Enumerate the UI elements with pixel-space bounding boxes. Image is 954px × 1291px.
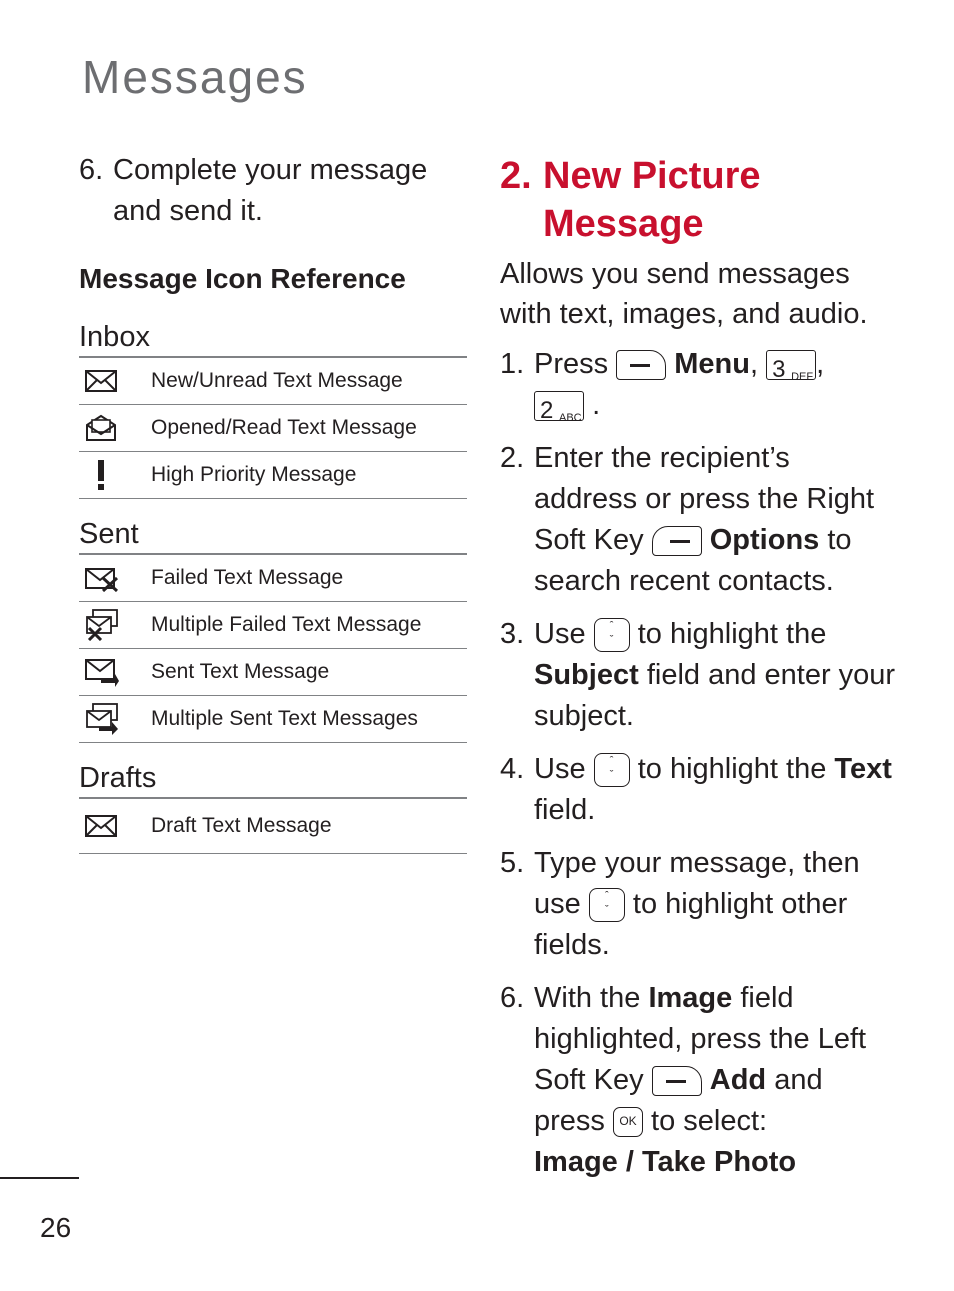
key-letters: ABC — [559, 412, 582, 425]
navigation-key-icon: ˆ ˇ — [594, 618, 630, 652]
left-soft-key-icon — [652, 1066, 702, 1096]
step-number: 3. — [500, 618, 525, 650]
icon-row — [79, 799, 467, 854]
step-6 — [500, 978, 900, 1183]
icon-label: Draft Text Message — [151, 814, 332, 837]
step-number: 5. — [500, 847, 525, 879]
icon-row — [79, 405, 467, 452]
step-5 — [500, 843, 900, 966]
icon-row — [79, 649, 467, 696]
step-text: field highlighted, press the Left Soft Key — [534, 982, 867, 1096]
left-column — [79, 150, 467, 854]
icon-label: New/Unread Text Message — [151, 369, 403, 392]
text-label: Text — [834, 753, 892, 785]
step-text: Type your message, then use — [534, 847, 860, 920]
step-text: , — [816, 348, 825, 380]
options-label: Options — [709, 524, 820, 556]
icon-row — [79, 452, 467, 499]
add-label: Add — [709, 1064, 767, 1096]
key-2-icon — [534, 391, 584, 425]
step-text: With the — [534, 982, 641, 1014]
key-digit: 3 — [772, 356, 786, 384]
step-number: 1. — [500, 348, 525, 380]
icon-label: Opened/Read Text Message — [151, 416, 417, 439]
key-letters: DEF — [791, 371, 814, 384]
subject-label: Subject — [534, 659, 639, 691]
icon-label: High Priority Message — [151, 463, 357, 486]
step-text: to search recent contacts. — [534, 524, 852, 597]
multiple-sent-envelope-icon — [79, 703, 151, 735]
step-3 — [500, 614, 900, 737]
step-text: to select: — [651, 1105, 768, 1137]
key-3-icon — [766, 350, 816, 384]
step-text: Press — [534, 348, 609, 380]
sent-envelope-icon — [79, 657, 151, 687]
step-complete-message — [79, 150, 467, 232]
icon-label: Sent Text Message — [151, 660, 330, 683]
step-4 — [500, 749, 900, 831]
envelope-icon — [79, 368, 151, 394]
navigation-key-icon: ˆ ˇ — [589, 888, 625, 922]
step-text: and press — [534, 1064, 823, 1137]
menu-label: Menu — [674, 348, 750, 380]
step-number: 4. — [500, 753, 525, 785]
left-soft-key-icon — [616, 350, 666, 380]
step-text: Use — [534, 618, 586, 650]
step-number: 2. — [500, 442, 525, 474]
image-label: Image — [648, 982, 733, 1014]
step-text: Enter the recipient’s address or press the Right Soft Key — [534, 442, 875, 556]
final-selection-label: Image / Take Photo — [534, 1146, 797, 1178]
step-text: Complete your message and send it. — [113, 154, 428, 227]
step-text: to highlight other fields. — [534, 888, 848, 961]
failed-envelope-icon — [79, 564, 151, 592]
navigation-key-icon: ˆ ˇ — [594, 753, 630, 787]
drafts-group — [79, 761, 467, 854]
section-number: 2. — [500, 155, 532, 197]
section-title-text: New Picture Message — [543, 155, 761, 245]
multiple-failed-envelope-icon — [79, 609, 151, 641]
step-1 — [500, 344, 900, 426]
key-digit: 2 — [540, 397, 554, 425]
page-title: Messages — [82, 51, 308, 103]
sent-group — [79, 517, 467, 743]
draft-envelope-icon — [79, 813, 151, 839]
sent-heading: Sent — [79, 517, 467, 555]
right-soft-key-icon — [652, 526, 702, 556]
section-title — [500, 152, 900, 248]
step-text: , — [749, 348, 759, 380]
ok-key-icon: OK — [613, 1107, 643, 1137]
page-number: 26 — [40, 1212, 72, 1243]
icon-label: Multiple Sent Text Messages — [151, 707, 418, 730]
icon-row — [79, 602, 467, 649]
icon-reference-heading: Message Icon Reference — [79, 263, 406, 294]
drafts-heading: Drafts — [79, 761, 467, 799]
step-text: Use — [534, 753, 586, 785]
icon-row — [79, 555, 467, 602]
section-intro: Allows you send messages with text, images, and audio. — [500, 258, 868, 330]
icon-label: Multiple Failed Text Message — [151, 613, 422, 636]
step-text: to highlight the — [637, 753, 827, 785]
step-text: field and enter your subject. — [534, 659, 896, 732]
icon-row — [79, 358, 467, 405]
icon-row — [79, 696, 467, 743]
footer-rule — [0, 1177, 79, 1179]
step-text: field. — [534, 794, 596, 826]
step-number: 6. — [500, 982, 525, 1014]
step-text: . — [592, 389, 601, 421]
icon-label: Failed Text Message — [151, 566, 344, 589]
inbox-group — [79, 320, 467, 499]
inbox-heading: Inbox — [79, 320, 467, 358]
step-2 — [500, 438, 900, 602]
exclamation-icon — [79, 459, 151, 491]
right-column — [500, 150, 900, 1183]
step-text: to highlight the — [637, 618, 827, 650]
step-number: 6. — [79, 154, 104, 186]
open-envelope-icon — [79, 414, 151, 442]
